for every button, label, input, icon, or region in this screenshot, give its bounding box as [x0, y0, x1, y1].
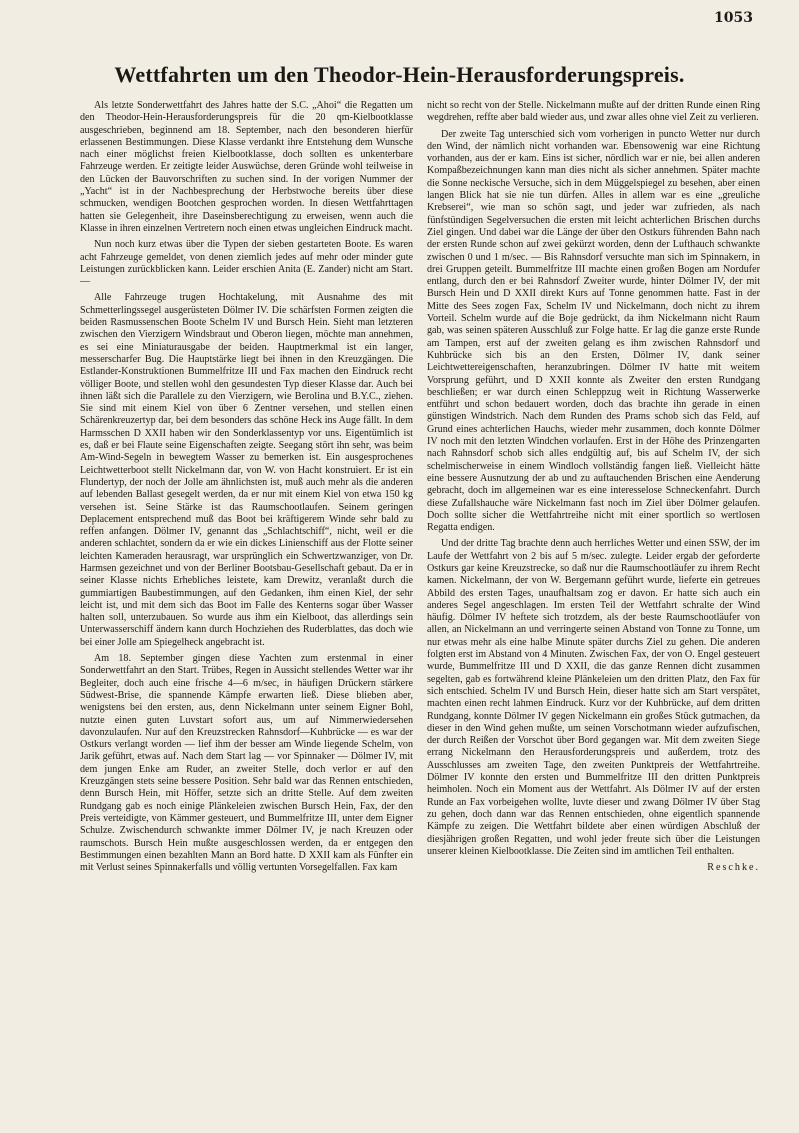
paragraph: Und der dritte Tag brachte denn auch herrliches Wetter und einen SSW, der im Laufe der Wettfahrt von 2 bis auf 5 m/sec. zulegte. Leider ergab der geforderte Ostkurs gar keine Kreuzstrecke, so daß nur die Raumschootläufer zu ihrem Recht kamen. Nickelmann, der von W. Bergemann geführt wurde, lieferte ein getreues Abbild des ersten Tages, unaufhaltsam zog er davon. Er hatte sich auch ein anderes Segel angeschlagen. Im ersten Teil der Wettfahrt schralte der Wind häufig. Dölmer IV heftete sich trotzdem, als der beste Raumschootläufer von allen, an Nickelmann an und verringerte seinen Abstand von Tonne zu Tonne, um nur etwas mehr als eine halbe Minute später durchs Ziel zu gehen. Die anderen folgten erst im Abstand von 4 Minuten. Zwischen Fax, der von O. Engel gesteuert wurde, Bummelfritze III und D XXII, die das ganze Rennen dicht zusammen segelten, gab es fortwährend kleine Plänkeleien um den dritten Platz, den Fax für sich entschied. Schelm IV und Bursch Hein, dieser hatte sich am Start verspätet, machten einen recht lahmen Eindruck. Kurz vor der Kuhbrücke, auf dem dritten Rundgang, konnte Dölmer IV gegen Nickelmann ein großes Stück gutmachen, da dieser in den Wind gehen mußte, um seinen Vorschotmann wieder aufzufischen, der durch Reißen der Vorschot über Bord gegangen war. Mit dem zweiten Siege errang Nickelmann den Herausforderungspreis und außerdem, trotz des Ausschlusses am zweiten Tage, den zweiten Punktpreis der Wettfahrtreihe. Dölmer IV konnte den ersten und Bummelfritze III den dritten Punktpreis heimholen. Noch ein Moment aus der Wettfahrt. Als Dölmer IV auf der ersten Runde an Fax vorbeigehen wollte, luvte dieser und zwang Dölmer IV über Stag zu gehen, doch dann war das Rennen entschieden, ohne eigentlich spannende Kämpfe zu zeigen. Die Wettfahrt bildete aber einen würdigen Abschluß der diesjährigen großen Regatten, und wohl jeder freute sich über die Leistungen unserer kleinen Kielbootklasse. Die Zeiten sind im amtlichen Teil enthalten.	[427, 538, 760, 857]
column-right	[427, 100, 760, 1110]
column-left	[80, 100, 413, 1110]
article-body	[80, 100, 760, 1110]
paragraph: nicht so recht von der Stelle. Nickelmann mußte auf der dritten Runde einen Ring wegdrehen, reffte aber bald wieder aus, und zwar alles ohne viel Zeit zu verlieren.	[427, 100, 760, 124]
paragraph: Am 18. September gingen diese Yachten zum erstenmal in einer Sonderwettfahrt an den Start. Trübes, Regen in Aussicht stellendes Wetter war ihr Begleiter, doch auch eine frische 4—6 m/sec, in häufigen Drückern stärkere Südwest-Brise, die spannende Kämpfe erwarten ließ. Diese blieben aber, wenigstens bei den ersten, aus, denn Nickelmann unter seinem Eigner Bohl, nutzte einen guten Luvstart sofort aus, um auf Nimmerwiedersehen davonzulaufen. Nur auf den Kreuzstrecken Rahnsdorf—Kuhbrücke — es war der Ostkurs verlangt worden — lief ihm der besser am Winde liegende Schelm, von Jarik geführt, etwas auf. Nach dem Start lag — vor Spinnaker — Dölmer IV, mit dem jungen Enke am Ruder, an zweiter Stelle, doch verlor er auf den Kreuzgängen stets seine bessere Position. Sehr bald war das Rennen entschieden, denn Bursch Hein, mit Höffer, setzte sich an dritte Stelle. Auf dem zweiten Rundgang gab es noch einige Plänkeleien zwischen Bursch Hein, Fax, der den Preis verteidigte, von Kämmer gesteuert, und Bummelfritze III, unter dem Eigner Schulze. Zwischendurch schwankte immer Dölmer IV, je nach Kreuzen oder raumschots. Bursch Hein mußte ausgeschlossen werden, da er entgegen den Bestimmungen einen bezahlten Mann an Bord hatte. D XXII kam als Fünfter ein mit Verlust seines Spinnakerfalls und völlig vertunten Vorsegelfallen. Fax kam	[80, 653, 413, 874]
paragraph: Alle Fahrzeuge trugen Hochtakelung, mit Ausnahme des mit Schmetterlingssegel ausgerüsteten Dölmer IV. Die schärfsten Formen zeigten die beiden Rasmussenschen Boote Schelm IV und Bursch Hein. Sieht man letzteren zwischen den Vierzigern Windsbraut und Oberon liegen, möchte man annehmen, es sei eine Miniaturausgabe der beiden. Hauptmerkmal ist ein langer, messerscharfer Bug. Die Hauptstärke liegt bei ihnen in den Kreuzgängen. Die Estlander-Konstruktionen Bummelfritze III und Fax machen den Eindruck recht völliger Boote, und stellen wohl den gesundesten Typ dieser Klasse dar. Auch bei ihnen läßt sich die Parallele zu den Vierzigern, wie Berolina und B.Y.C., ziehen. Sie sind mit einem Kiel von über 6 Zentner versehen, und stellen einen Schärenkreuzertyp dar, bei dem besonders das schöne Heck ins Auge fällt. In dem Harmsschen D XXII haben wir den Sonderklassentyp vor uns. Eigentümlich ist es, daß er bei Flaute seine Eigenschaften zeigte. Seegang stört ihn sehr, was beim Am-Wind-Segeln in bewegtem Wasser zu bemerken ist. Ein ausgesprochenes Leichtwetterboot stellt Nickelmann dar, von W. von Hacht konstruiert. Er ist ein Flundertyp, der noch der Jolle am ähnlichsten ist, muß auch mehr als die anderen auf lebenden Ballast gesegelt werden, da er nur mit einem Kiel von etwa 150 kg versehen ist. Seine Stärke ist das Raumschootlaufen. Seinem geringen Deplacement entsprechend muß das Boot bei kräftigerem Winde sehr bald zu reffen anfangen. Dölmer IV, genannt das „Schlachtschiff“, nicht, weil er die anderen schlachtet, sondern da er wie ein dickes Linienschiff aus der Flotte seiner leichten Kameraden herausragt, war ursprünglich ein Schwertzwanziger, von Dr. Harmsen gezeichnet und von der Berliner Bootsbau-Gesellschaft gebaut. Da er in seiner Klasse nichts Erhebliches leistete, kam Drewitz, veranlaßt durch die gummiartigen Baubestimmungen, auf den Gedanken, ihm einen Kiel, der sehr leicht ist, und mit dem sich das Boot im Falle des Kenterns sogar über Wasser halten soll, unterzubauen. So wurde aus ihm ein Kielboot, das allerdings sein Unterwasserschiff ändern kann durch Hochziehen des Ruderblattes, das doch wie bei einer Jolle am Spiegelheck angebracht ist.	[80, 292, 413, 648]
article-title: Wettfahrten um den Theodor-Hein-Herausforderungspreis.	[114, 62, 685, 87]
page-number: 1053	[714, 10, 753, 26]
paragraph: Der zweite Tag unterschied sich vom vorherigen in puncto Wetter nur durch den Wind, der nämlich nicht vorhanden war. Ebensowenig war eine Richtung vorhanden, aus der er kam. Eins ist sicher, nördlich war er nie, bei allen anderen Kompaßbezeichnungen kann man dies nicht als sicher annehmen. Später machte die Sonne neckische Versuche, sich in dem Müggelspiegel zu besehen, aber einen langen Blick hat sie nie tun dürfen. Alles in allem war es eine „greuliche Krebserei“, wie man so schön sagt, und jeder war zufrieden, als nach fünfstündigen Segelversuchen die ersten mit leicht achterlichen Brischen durchs Ziel gingen. Und dabei war die Länge der über den Ostkurs führenden Bahn nach der ersten Runde schon auf zwei gekürzt worden, denn der Lufthauch schwankte zwischen 0 und 1 m/sec. — Bis Rahnsdorf versuchte man sich im Spinnakern, in drei Gruppen geteilt. Bummelfritze III machte einen großen Bogen am Nordufer entlang, durch den er bei Rahnsdorf Zweiter wurde, hinter Dölmer IV, der mit Bursch Hein und D XXII direkt Kurs auf Tonne genommen hatte. Fast in der Mitte des Sees zogen Fax, Schelm IV und Nickelmann, doch nicht zu ihrem Vorteil. Schelm wurde auf die Boje gedrückt, da ihm Nickelmann nicht Raum gab, was seinen späteren Ausschluß zur Folge hatte. Er lag die ganze erste Runde am Tampen, erst auf der zweiten gelang es ihm zwischen Rahnsdorf und Kuhbrücke sich bis an den Ersten, Dölmer IV, dank seiner Leichtwettereigenschaften, heranzubringen. Dölmer IV hatte mit weitem Vorsprung geführt, und D XXII konnte als Zweiter den ersten Rundgang beschließen; er war durch einen Schleppzug weit in Richtung Wasserwerke entführt und schon bedauert worden, doch das brachte ihn gerade in einen günstigen Windstrich. Nach dem Runden des Prams schob sich das Feld, auf Grund eines achterlichen Hauchs, wieder mehr zusammen, doch konnte Dölmer IV noch mit den letzten Windchen vorlaufen. Erst in der Höhe des Prinzengarten nach Rahnsdorf schob sich alles endgültig auf, bis auf Schelm IV, der sich schelmischerweise in einem Windloch vollständig fangen ließ. Vielleicht hätte eine bessere Ausnutzung der ab und zu auftauchenden Brischen eine Aenderung gebracht, doch im allgemeinen war es eine interesselose Schneckenfahrt. Durch diese Zufallshauche wäre Nickelmann fast noch im Ziel über Dölmer gelaufen. Doch sollte sicher die Wettfahrtreihe nicht mit einer sportlich so wertlosen Regatta endigen.	[427, 128, 760, 534]
paragraph: Als letzte Sonderwettfahrt des Jahres hatte der S.C. „Ahoi“ die Regatten um den Theodor-Hein-Herausforderungspreis für die 20 qm-Kielbootklasse ausgeschrieben, beginnend am 18. September, nach den besonderen hierfür erlassenen Bestimmungen. Diese Klasse verdankt ihre Entstehung dem Wunsche nach einer möglichst freien Kielbootklasse, doch sollten es unkenterbare Fahrzeuge werden. Er zeitigte leider Auswüchse, deren Gründe wohl teilweise in den Lücken der Bauvorschriften zu suchen sind. In der vorigen Nummer der „Yacht“ ist in der Nachbesprechung der Herbstwoche bereits über diese schmucken, wendigen Bootchen gesprochen worden. In diesen Wettfahrttagen hatten sie Gelegenheit, ihre Daseinsberechtigung zu erweisen, wenn auch die Klasse in ihren einzelnen Vertretern noch einen etwas ungleichen Eindruck macht.	[80, 100, 413, 234]
paragraph: Nun noch kurz etwas über die Typen der sieben gestarteten Boote. Es waren acht Fahrzeuge gemeldet, von denen ziemlich jedes auf mehr oder minder gute Leistungen zurückblicken kann. Leider erschien Anita (E. Zander) nicht am Start. —	[80, 239, 413, 288]
author-signature: Reschke.	[707, 862, 760, 874]
